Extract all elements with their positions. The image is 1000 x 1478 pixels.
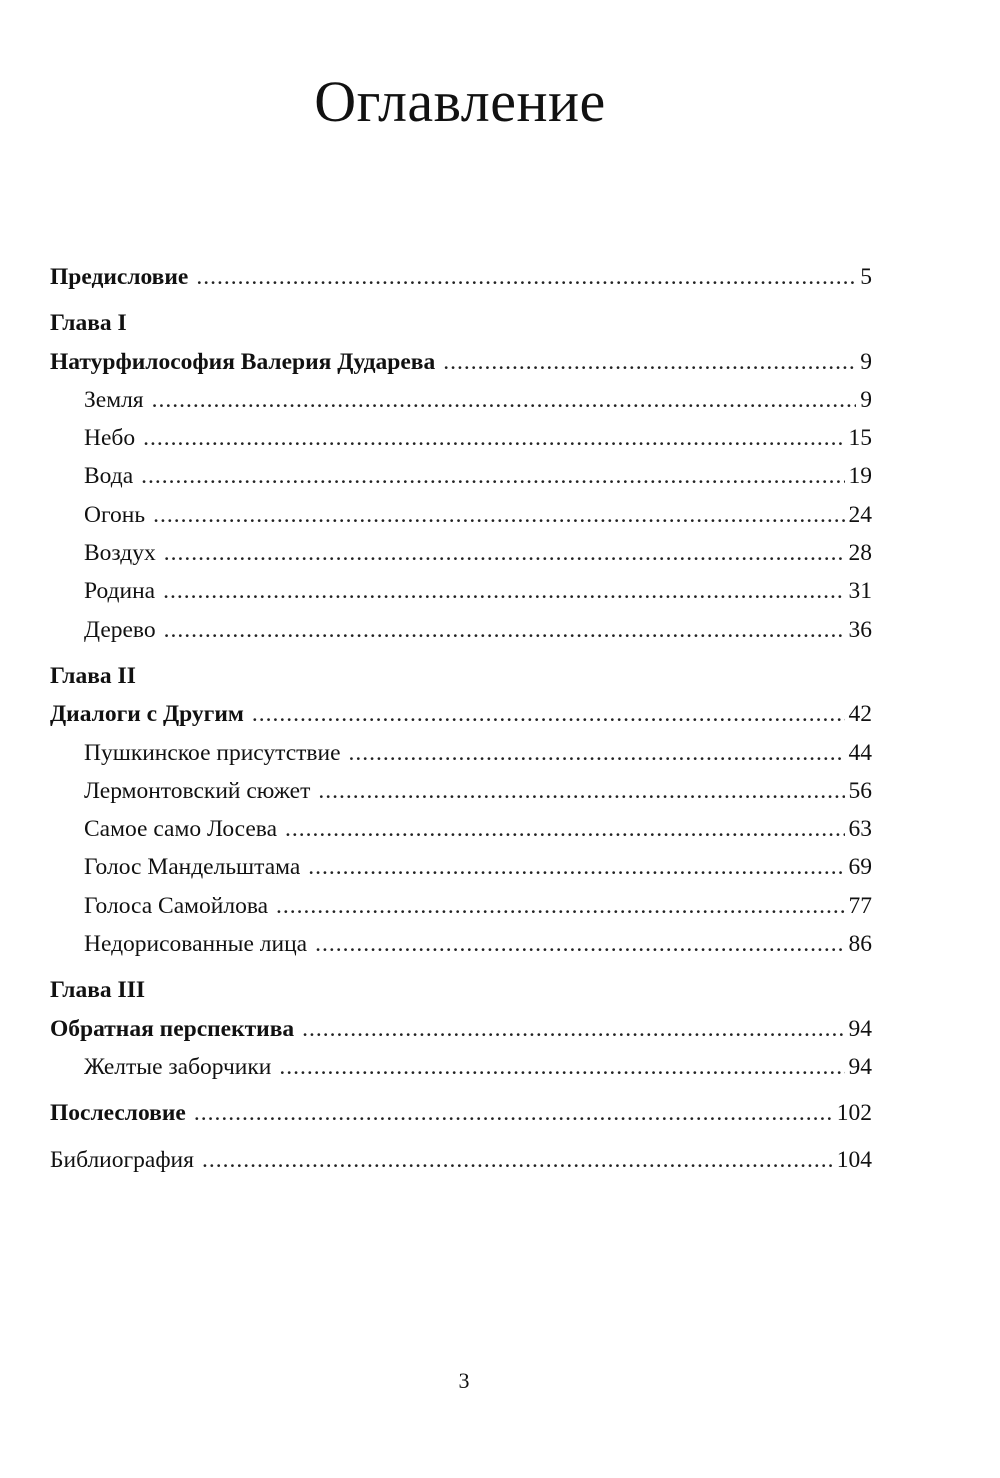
toc-entry-page: 56 [848, 777, 872, 804]
toc-entry-label: Голоса Самойлова [84, 892, 269, 919]
toc-leader-dots [164, 611, 845, 649]
toc-leader-dots [196, 258, 856, 296]
toc-entry [50, 1048, 872, 1086]
toc-entry-label: Пушкинское присутствие [84, 739, 341, 766]
chapter-label-3: Глава III [50, 977, 145, 1004]
toc-entry-label: Земля [84, 386, 144, 413]
toc-entry-chapter-2 [50, 695, 872, 733]
toc-entry [50, 611, 872, 649]
toc-entry [50, 457, 872, 495]
toc-entry [50, 810, 872, 848]
toc-entry [50, 848, 872, 886]
toc-entry-label: Вода [84, 463, 134, 490]
toc-leader-dots [443, 343, 856, 381]
toc-entry-page: 15 [848, 425, 872, 452]
toc-entry-label: Воздух [84, 540, 156, 567]
toc-entry-label: Натурфилософия Валерия Дударева [50, 348, 436, 375]
toc-entry-page: 69 [848, 854, 872, 881]
toc-leader-dots [349, 734, 845, 772]
toc-entry-label: Небо [84, 425, 136, 452]
toc-leader-dots [194, 1094, 833, 1132]
toc-entry-page: 36 [848, 616, 872, 643]
toc-leader-dots [153, 496, 844, 534]
toc-leader-dots [164, 534, 845, 572]
toc-entry [50, 419, 872, 457]
toc-entry-page: 77 [848, 892, 872, 919]
toc-entry-label: Желтые заборчики [84, 1053, 272, 1080]
toc-entry-page: 63 [848, 816, 872, 843]
toc-leader-dots [141, 457, 844, 495]
toc-entry-label: Лермонтовский сюжет [84, 777, 311, 804]
toc-leader-dots [143, 419, 844, 457]
toc-leader-dots [285, 810, 844, 848]
toc-entry-label: Самое само Лосева [84, 816, 278, 843]
toc-entry-label: Голос Мандельштама [84, 854, 301, 881]
toc-entry-preface [50, 258, 872, 296]
toc-entry-afterword [50, 1094, 872, 1132]
toc-entry-label: Послесловие [50, 1100, 186, 1127]
toc-entry [50, 734, 872, 772]
toc-entry-page: 102 [836, 1100, 872, 1127]
toc-entry-page: 31 [848, 578, 872, 605]
toc-leader-dots [315, 925, 844, 963]
toc-leader-dots [302, 1010, 844, 1048]
chapter-label-2: Глава II [50, 662, 136, 689]
toc-entry-page: 5 [860, 264, 872, 290]
table-of-contents [50, 258, 872, 1179]
toc-entry-chapter-3 [50, 1010, 872, 1048]
toc-entry-label: Недорисованные лица [84, 931, 308, 958]
toc-entry [50, 381, 872, 419]
toc-entry-chapter-1 [50, 343, 872, 381]
toc-leader-dots [163, 572, 844, 610]
toc-entry [50, 887, 872, 925]
toc-entry-page: 28 [848, 540, 872, 567]
toc-leader-dots [308, 848, 844, 886]
toc-leader-dots [279, 1048, 844, 1086]
page-title: Оглавление [314, 69, 606, 134]
toc-entry [50, 496, 872, 534]
toc-entry-page: 94 [848, 1015, 872, 1042]
toc-entry-label: Родина [84, 578, 156, 605]
toc-entry-label: Предисловие [50, 264, 189, 290]
page-number: 3 [458, 1368, 470, 1393]
toc-leader-dots [252, 695, 845, 733]
toc-entry-page: 9 [860, 386, 872, 413]
toc-entry-page: 42 [848, 701, 872, 728]
toc-entry-page: 104 [836, 1146, 872, 1173]
toc-entry-label: Обратная перспектива [50, 1015, 295, 1042]
toc-entry-page: 24 [848, 501, 872, 528]
toc-entry-page: 19 [848, 463, 872, 490]
toc-entry-label: Библиография [50, 1146, 194, 1173]
toc-entry-page: 86 [848, 931, 872, 958]
toc-leader-dots [276, 887, 844, 925]
toc-entry [50, 572, 872, 610]
chapter-label-1: Глава I [50, 310, 127, 337]
toc-entry [50, 534, 872, 572]
toc-leader-dots [318, 772, 844, 810]
toc-entry-page: 44 [848, 739, 872, 766]
toc-entry [50, 772, 872, 810]
toc-entry [50, 925, 872, 963]
toc-entry-bibliography [50, 1141, 872, 1179]
toc-leader-dots [202, 1141, 833, 1179]
toc-entry-page: 94 [848, 1053, 872, 1080]
toc-leader-dots [152, 381, 857, 419]
toc-entry-label: Дерево [84, 616, 156, 643]
toc-entry-label: Диалоги с Другим [50, 701, 244, 728]
toc-entry-label: Огонь [84, 501, 146, 528]
toc-entry-page: 9 [860, 348, 872, 375]
